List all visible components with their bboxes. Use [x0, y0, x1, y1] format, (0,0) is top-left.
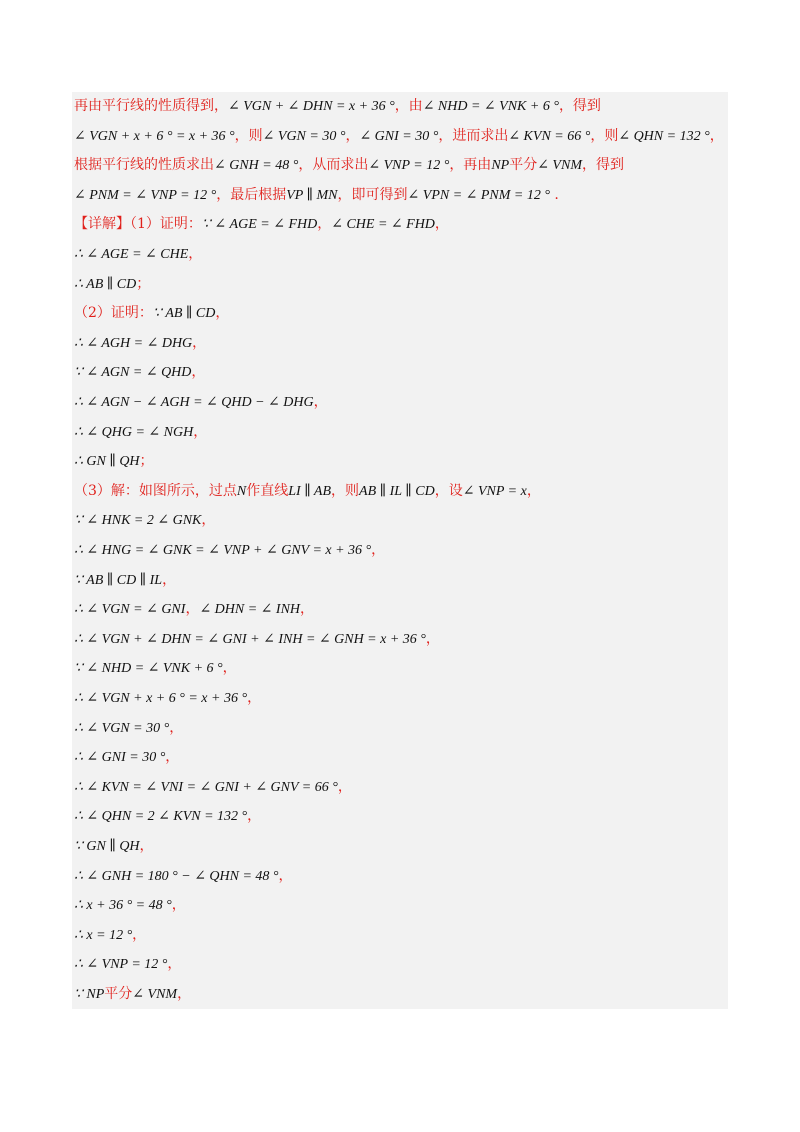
math-expression: ∴ ∠ KVN = ∠ VNI = ∠ GNI + ∠ GNV = 66 °: [74, 779, 338, 795]
math-expression: ∴ ∠ HNG = ∠ GNK = ∠ VNP + ∠ GNV = x + 36 °: [74, 543, 372, 558]
math-expression: ∴ ∠ AGN − ∠ AGH = ∠ QHD − ∠ DHG: [74, 395, 314, 410]
solution-line: [74, 421, 728, 443]
explanation-text: 【详解】: [74, 216, 130, 233]
math-expression: ∠ DHN = ∠ INH: [199, 602, 301, 618]
explanation-text: ，: [193, 423, 208, 440]
solution-line: [74, 983, 728, 1005]
explanation-text: ，再由: [449, 157, 492, 174]
math-expression: ∠ VNM: [132, 987, 178, 1002]
solution-line: [74, 302, 728, 324]
explanation-text: 作直线: [246, 482, 289, 499]
explanation-text: ，: [169, 719, 184, 736]
math-expression: ∠ QHN = 132 °: [618, 128, 710, 144]
math-expression: NP: [491, 158, 510, 174]
explanation-text: ，则: [331, 482, 360, 499]
math-expression: ∴ ∠ VGN + x + 6 ° = x + 36 °: [74, 691, 248, 706]
explanation-text: ，: [162, 571, 177, 588]
explanation-text: ，: [185, 601, 200, 618]
math-expression: ∴ AB ∥ CD: [74, 276, 137, 292]
solution-line: [74, 391, 728, 413]
explanation-text: ，: [709, 127, 724, 144]
math-expression: ∴ ∠ AGH = ∠ DHG: [74, 335, 193, 351]
explanation-text: ，进而求出: [438, 127, 509, 144]
math-expression: ∠ CHE = ∠ FHD: [331, 217, 435, 233]
explanation-text: ，: [345, 127, 360, 144]
math-expression: ∴ ∠ AGE = ∠ CHE: [74, 247, 189, 262]
math-expression: ∵ ∠ AGN = ∠ QHD: [74, 365, 192, 381]
explanation-text: ，从而求出: [298, 157, 369, 174]
math-expression: ∴ ∠ VGN = 30 °: [74, 720, 170, 736]
solution-line: [74, 835, 728, 857]
explanation-text: （2）证明：: [74, 305, 153, 322]
solution-line: [74, 509, 728, 531]
explanation-text: .: [549, 186, 559, 203]
math-expression: ∠ VNP = 12 °: [368, 158, 450, 174]
math-expression: ∠ VGN + x + 6 ° = x + 36 °: [74, 128, 235, 144]
explanation-text: 再由平行线的性质得到，: [74, 98, 228, 114]
math-expression: ∴ ∠ QHN = 2 ∠ KVN = 132 °: [74, 809, 248, 825]
math-expression: ∵ AB ∥ CD ∥ IL: [74, 572, 163, 588]
math-expression: ∠ NHD = ∠ VNK + 6 °: [422, 99, 559, 114]
math-expression: ∵ ∠ AGE = ∠ FHD: [201, 217, 318, 233]
explanation-text: ，: [300, 601, 315, 618]
explanation-text: ，则: [234, 127, 263, 144]
explanation-text: 平分: [509, 157, 538, 174]
solution-line: [74, 450, 728, 472]
math-expression: ∠ KVN = 66 °: [508, 128, 591, 144]
math-expression: ∠ GNI = 30 °: [359, 128, 439, 144]
explanation-text: ，设: [434, 482, 463, 499]
math-expression: VP ∥ MN: [286, 187, 338, 203]
explanation-text: ，: [425, 630, 440, 647]
solution-line: [74, 924, 728, 946]
solution-line: [74, 657, 728, 679]
solution-line: [74, 361, 728, 383]
math-expression: ∴ ∠ QHG = ∠ NGH: [74, 424, 194, 440]
math-expression: LI ∥ AB: [288, 483, 332, 499]
solution-line: [74, 243, 728, 265]
solution-line: [74, 953, 728, 975]
explanation-text: ，: [188, 246, 203, 262]
explanation-text: ，: [313, 394, 328, 410]
solution-line: [74, 569, 728, 591]
math-expression: ∴ ∠ VGN + ∠ DHN = ∠ GNI + ∠ INH = ∠ GNH = x + 36 °: [74, 631, 426, 647]
math-expression: ∠ VPN = ∠ PNM = 12 °: [407, 187, 550, 203]
explanation-text: ，由: [394, 98, 423, 114]
solution-line: [74, 480, 728, 502]
solution-line: [74, 125, 728, 147]
explanation-text: ，则: [590, 127, 619, 144]
explanation-text: ，: [278, 867, 293, 884]
explanation-text: ，: [167, 956, 182, 973]
explanation-text: ，: [247, 690, 262, 706]
explanation-text: ，: [191, 364, 206, 381]
math-expression: ∵ GN ∥ QH: [74, 839, 140, 854]
solution-line: [74, 628, 728, 650]
explanation-text: ，: [526, 482, 541, 499]
solution-line: [74, 805, 728, 827]
solution-line: [74, 598, 728, 620]
solution-line: [74, 894, 728, 916]
solution-line: [74, 776, 728, 798]
explanation-text: ，: [434, 216, 449, 233]
explanation-text: ，: [177, 986, 192, 1002]
explanation-text: 根据平行线的性质求出: [74, 157, 214, 174]
math-expression: ∴ ∠ GNH = 180 ° − ∠ QHN = 48 °: [74, 868, 279, 884]
math-expression: ∠ VNM: [537, 158, 582, 174]
explanation-text: ；: [139, 453, 154, 470]
math-expression: ∴ ∠ VGN = ∠ GNI: [74, 602, 186, 618]
solution-line: [74, 687, 728, 709]
explanation-text: ，: [247, 808, 262, 825]
solution-line: [74, 213, 728, 235]
explanation-text: ，: [171, 897, 186, 914]
explanation-text: ，: [222, 660, 237, 677]
math-expression: ∠ VNP = x: [462, 483, 527, 499]
explanation-text: ，最后根据: [216, 186, 287, 203]
explanation-text: ，: [139, 838, 154, 854]
explanation-text: ，: [192, 334, 207, 351]
math-expression: ∵ AB ∥ CD: [152, 306, 216, 322]
math-expression: ∵ ∠ NHD = ∠ VNK + 6 °: [74, 661, 223, 677]
math-expression: ∴ x = 12 °: [74, 927, 133, 943]
math-expression: ∵ ∠ HNK = 2 ∠ GNK: [74, 513, 202, 529]
math-expression: ∠ PNM = ∠ VNP = 12 °: [74, 187, 217, 203]
solution-line: [74, 184, 728, 206]
math-expression: ∴ GN ∥ QH: [74, 454, 140, 470]
explanation-text: ，: [165, 749, 180, 766]
solution-line: [74, 273, 728, 295]
math-expression: N: [236, 483, 247, 499]
math-expression: ∴ ∠ VNP = 12 °: [74, 957, 168, 973]
explanation-text: 平分: [104, 986, 133, 1002]
explanation-text: （3）解：如图所示，过点: [74, 482, 237, 499]
explanation-text: ，: [371, 542, 386, 558]
math-expression: AB ∥ IL ∥ CD: [359, 483, 435, 499]
solution-line: [74, 332, 728, 354]
explanation-text: ，: [215, 305, 230, 322]
math-expression: ∴ ∠ GNI = 30 °: [74, 750, 166, 766]
math-expression: ∵ NP: [74, 987, 105, 1002]
math-expression: ∠ VGN = 30 °: [262, 128, 346, 144]
explanation-text: ，: [337, 778, 352, 795]
explanation-text: （1）证明：: [130, 216, 202, 233]
solution-line: [74, 539, 728, 561]
math-expression: ∠ VGN + ∠ DHN = x + 36 °: [228, 99, 395, 114]
solution-line: [74, 717, 728, 739]
explanation-text: ，: [132, 926, 147, 943]
explanation-text: ，: [317, 216, 332, 233]
solution-line: [74, 95, 728, 117]
solution-line: [74, 154, 728, 176]
solution-line: [74, 746, 728, 768]
math-expression: ∴ x + 36 ° = 48 °: [74, 898, 172, 914]
explanation-text: ，即可得到: [337, 186, 408, 203]
explanation-text: ；: [136, 275, 151, 292]
solution-line: [74, 865, 728, 887]
math-expression: ∠ GNH = 48 °: [214, 158, 299, 174]
explanation-text: ，得到: [582, 157, 624, 174]
explanation-text: ，得到: [558, 98, 601, 114]
explanation-text: ，: [201, 512, 216, 529]
